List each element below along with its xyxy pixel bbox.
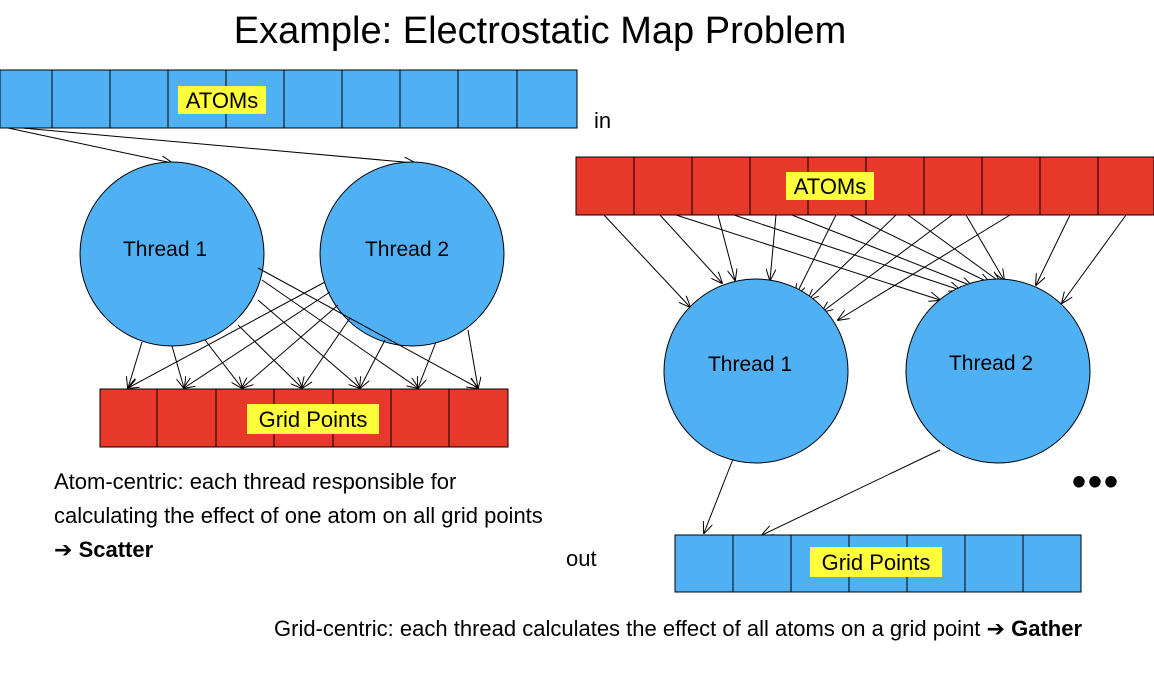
right-thread-1 [664,279,848,463]
right-grid-points-array [675,535,1081,592]
grid-centric-emphasis: Gather [1011,616,1083,641]
atom-centric-text: Atom-centric: each thread responsible for calculating the effect of one atom on all grid points [54,469,543,528]
right-thread-2-label: Thread 2 [948,352,1034,375]
grid-centric-arrow-icon: ➔ [986,616,1005,641]
right-thread-2 [906,279,1090,463]
left-atoms-array [0,70,577,128]
atom-centric-emphasis: Scatter [78,537,154,562]
left-atom-to-thread-arrows [8,128,415,163]
slide-title: Example: Electrostatic Map Problem [233,10,847,52]
left-atoms-label: ATOMs [185,88,259,113]
left-thread-1 [80,162,264,346]
right-grid-label: Grid Points [821,550,931,575]
atom-centric-caption [54,465,544,567]
right-thread-1-label: Thread 1 [707,353,793,376]
ellipsis-icon: ••• [1072,460,1121,504]
grid-centric-text: Grid-centric: each thread calculates the effect of all atoms on a grid point [274,616,981,641]
atom-centric-arrow-icon: ➔ [54,537,73,562]
left-grid-points-array [100,389,508,447]
left-thread-2-label: Thread 2 [364,238,450,261]
left-thread-2 [320,162,504,346]
right-atoms-array [576,157,1154,215]
right-atoms-label: ATOMs [793,174,867,199]
right-thread-to-grid-arrows [704,450,940,535]
input-label: in [594,108,612,133]
grid-centric-caption [274,612,1149,646]
left-thread-1-label: Thread 1 [122,238,208,261]
left-grid-label: Grid Points [258,407,368,432]
output-label: out [566,546,597,571]
